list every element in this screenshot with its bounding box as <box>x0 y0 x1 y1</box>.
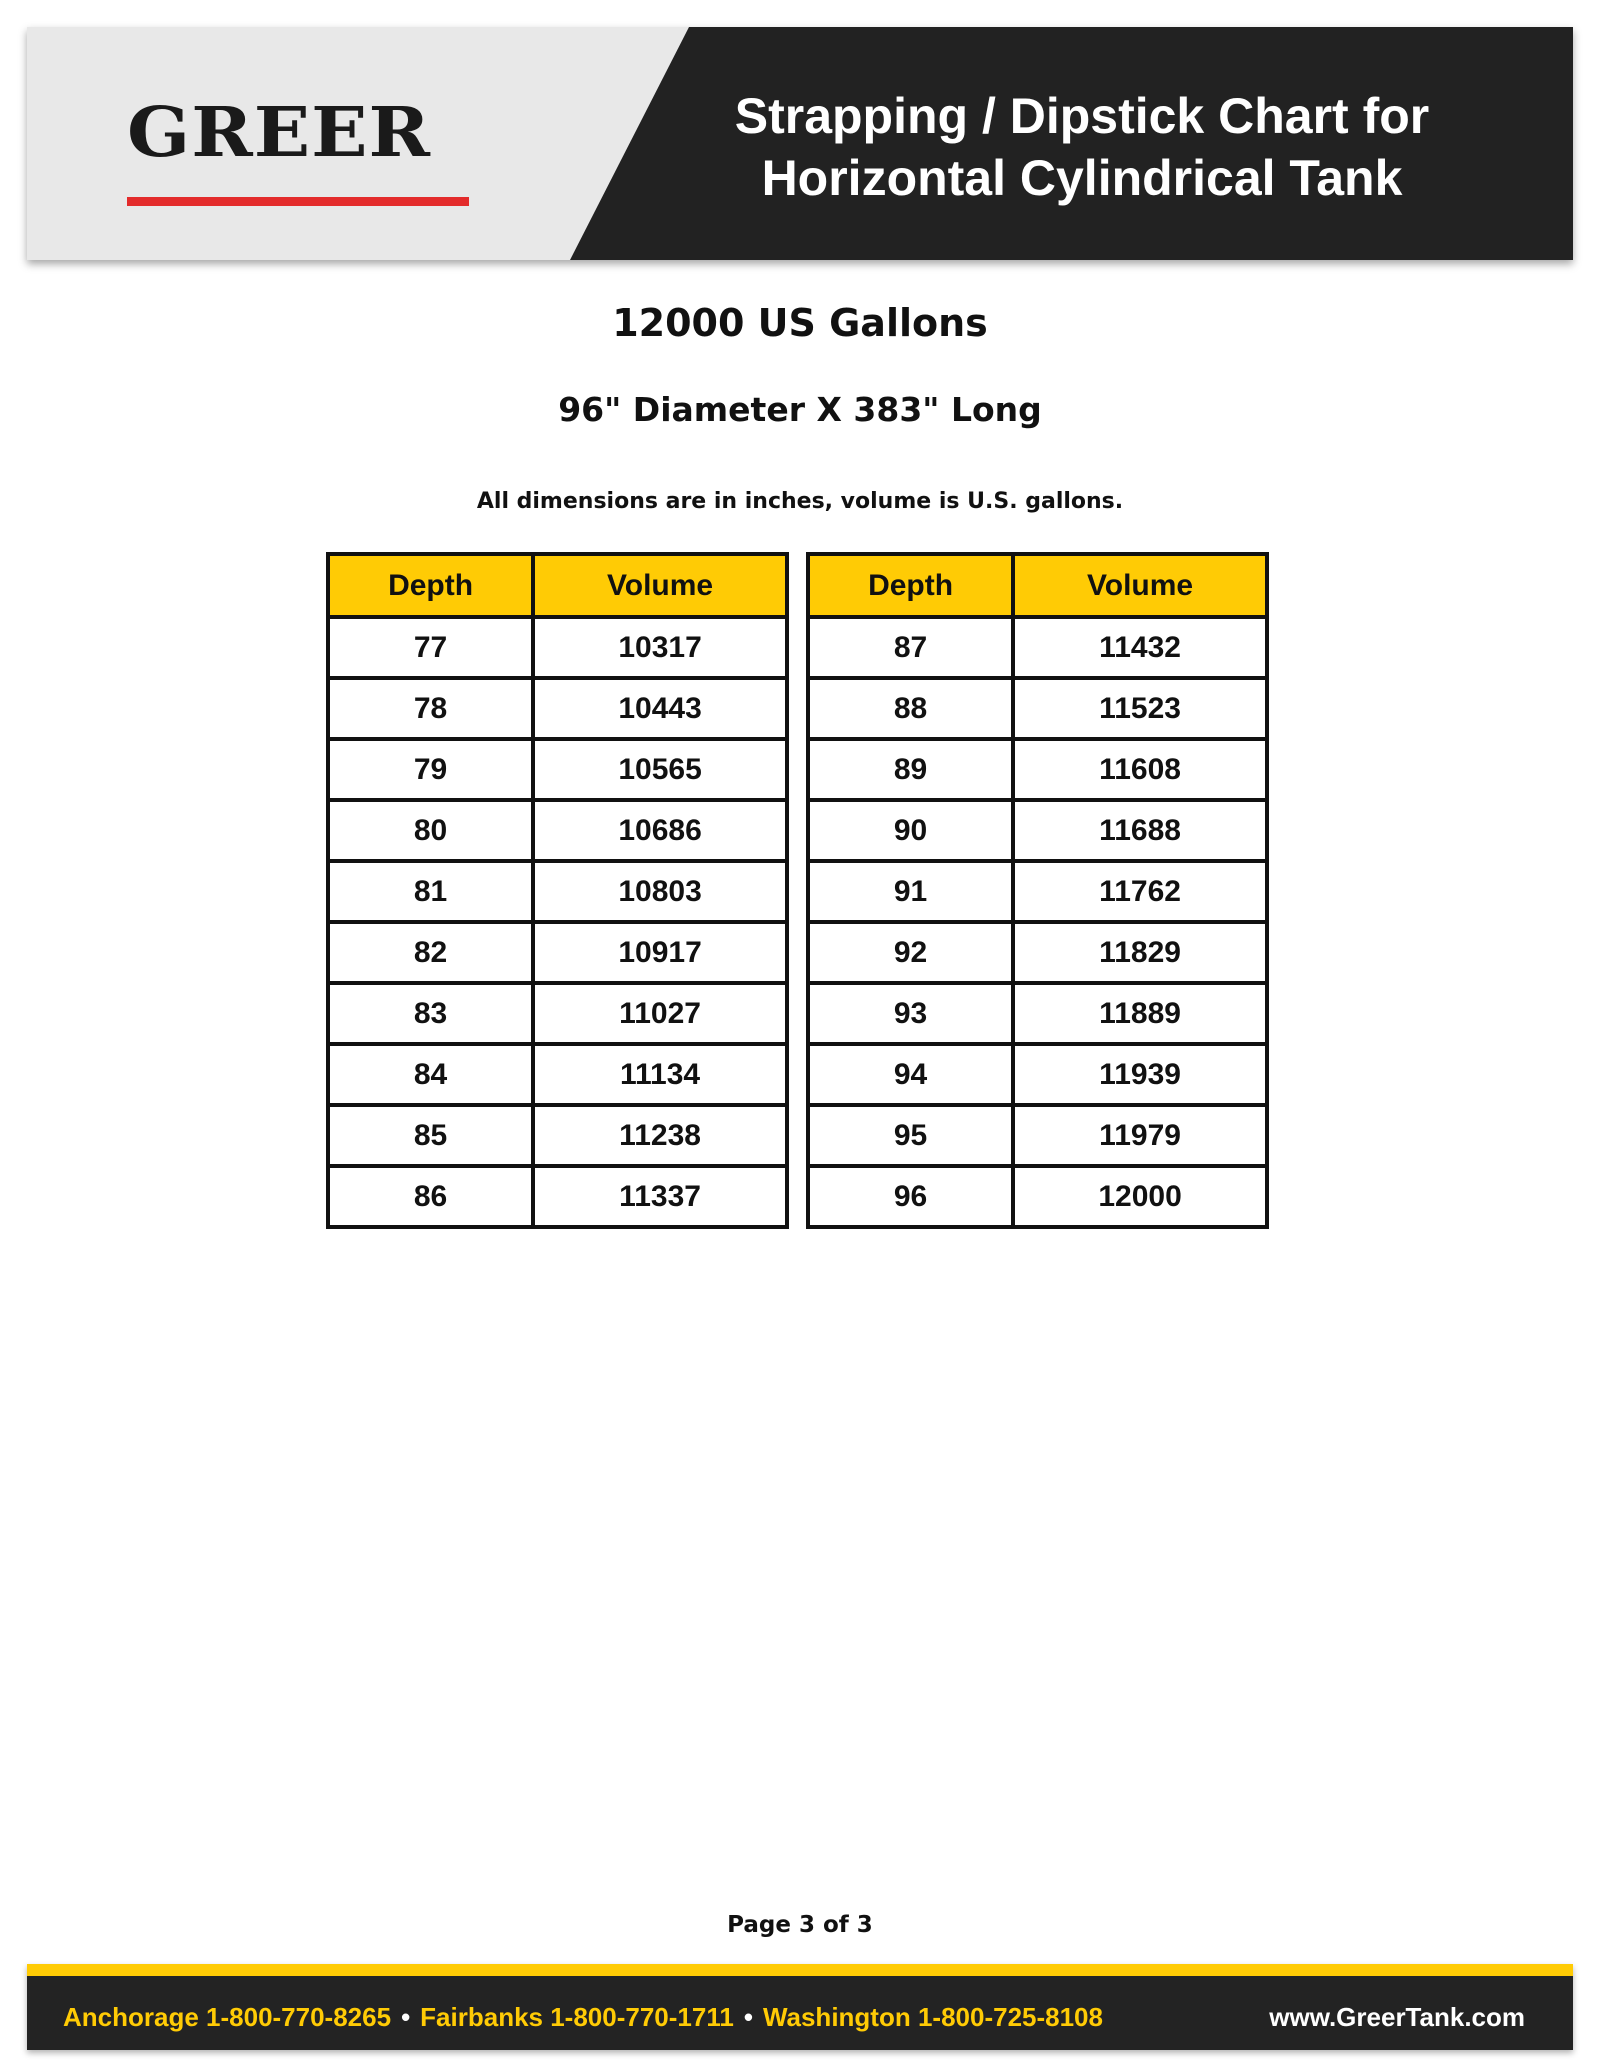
depth-cell: 89 <box>808 739 1013 800</box>
table-row <box>808 800 1267 861</box>
volume-cell: 11027 <box>533 983 787 1044</box>
table-row <box>808 922 1267 983</box>
tank-capacity: 12000 US Gallons <box>612 301 988 345</box>
volume-cell: 11829 <box>1013 922 1267 983</box>
logo-red-bar <box>127 197 469 206</box>
volume-cell: 11608 <box>1013 739 1267 800</box>
depth-cell: 90 <box>808 800 1013 861</box>
anchorage-phone[interactable]: Anchorage 1-800-770-8265 <box>63 2002 392 2032</box>
volume-header: Volume <box>533 554 787 617</box>
depth-cell: 92 <box>808 922 1013 983</box>
volume-cell: 10317 <box>533 617 787 678</box>
depth-cell: 84 <box>328 1044 533 1105</box>
table-row <box>328 1105 787 1166</box>
depth-cell: 95 <box>808 1105 1013 1166</box>
page-number: Page 3 of 3 <box>727 1912 873 1938</box>
depth-cell: 77 <box>328 617 533 678</box>
title-line-2: Horizontal Cylindrical Tank <box>761 150 1403 206</box>
table-row <box>328 1166 787 1227</box>
table-row <box>328 800 787 861</box>
depth-cell: 85 <box>328 1105 533 1166</box>
volume-cell: 11238 <box>533 1105 787 1166</box>
header-banner <box>27 27 1573 260</box>
document-title <box>647 85 1517 209</box>
volume-cell: 11688 <box>1013 800 1267 861</box>
greer-logo <box>127 93 469 173</box>
volume-cell: 11939 <box>1013 1044 1267 1105</box>
depth-cell: 86 <box>328 1166 533 1227</box>
table-row <box>328 678 787 739</box>
depth-cell: 78 <box>328 678 533 739</box>
table-row <box>808 678 1267 739</box>
depth-header: Depth <box>328 554 533 617</box>
units-note: All dimensions are in inches, volume is U.S. gallons. <box>476 489 1124 514</box>
volume-cell: 10686 <box>533 800 787 861</box>
footer-contacts <box>63 2000 1103 2034</box>
volume-cell: 11134 <box>533 1044 787 1105</box>
table-row <box>328 617 787 678</box>
table-row <box>328 739 787 800</box>
table-row <box>328 922 787 983</box>
footer-yellow-stripe <box>27 1964 1573 1976</box>
depth-header: Depth <box>808 554 1013 617</box>
volume-cell: 11762 <box>1013 861 1267 922</box>
depth-cell: 88 <box>808 678 1013 739</box>
table-row <box>808 983 1267 1044</box>
table-row <box>808 1166 1267 1227</box>
volume-cell: 11337 <box>533 1166 787 1227</box>
depth-cell: 81 <box>328 861 533 922</box>
volume-cell: 10803 <box>533 861 787 922</box>
table-row <box>328 861 787 922</box>
table-row <box>328 1044 787 1105</box>
depth-cell: 82 <box>328 922 533 983</box>
table-row <box>808 1044 1267 1105</box>
title-line-1: Strapping / Dipstick Chart for <box>734 88 1430 144</box>
depth-cell: 96 <box>808 1166 1013 1227</box>
volume-header: Volume <box>1013 554 1267 617</box>
volume-cell: 11889 <box>1013 983 1267 1044</box>
fairbanks-phone[interactable]: Fairbanks 1-800-770-1711 <box>420 2002 734 2032</box>
separator-dot: • <box>401 2002 411 2032</box>
depth-cell: 94 <box>808 1044 1013 1105</box>
table-row <box>328 983 787 1044</box>
depth-cell: 79 <box>328 739 533 800</box>
strapping-table-right <box>806 552 1269 1229</box>
footer-bar <box>27 1964 1573 2050</box>
logo-text: GREER <box>127 93 431 173</box>
depth-cell: 91 <box>808 861 1013 922</box>
washington-phone[interactable]: Washington 1-800-725-8108 <box>762 2002 1103 2032</box>
volume-cell: 11979 <box>1013 1105 1267 1166</box>
website-link[interactable]: www.GreerTank.com <box>1269 2002 1525 2032</box>
depth-cell: 87 <box>808 617 1013 678</box>
volume-cell: 12000 <box>1013 1166 1267 1227</box>
separator-dot: • <box>743 2002 753 2032</box>
table-row <box>808 1105 1267 1166</box>
volume-cell: 10443 <box>533 678 787 739</box>
table-row <box>808 617 1267 678</box>
tank-dimensions: 96" Diameter X 383" Long <box>558 390 1042 429</box>
strapping-table-left <box>326 552 789 1229</box>
volume-cell: 11523 <box>1013 678 1267 739</box>
table-row <box>808 739 1267 800</box>
table-header-row <box>808 554 1267 617</box>
table-header-row <box>328 554 787 617</box>
depth-cell: 80 <box>328 800 533 861</box>
volume-cell: 10917 <box>533 922 787 983</box>
volume-cell: 11432 <box>1013 617 1267 678</box>
depth-cell: 83 <box>328 983 533 1044</box>
table-row <box>808 861 1267 922</box>
volume-cell: 10565 <box>533 739 787 800</box>
depth-cell: 93 <box>808 983 1013 1044</box>
